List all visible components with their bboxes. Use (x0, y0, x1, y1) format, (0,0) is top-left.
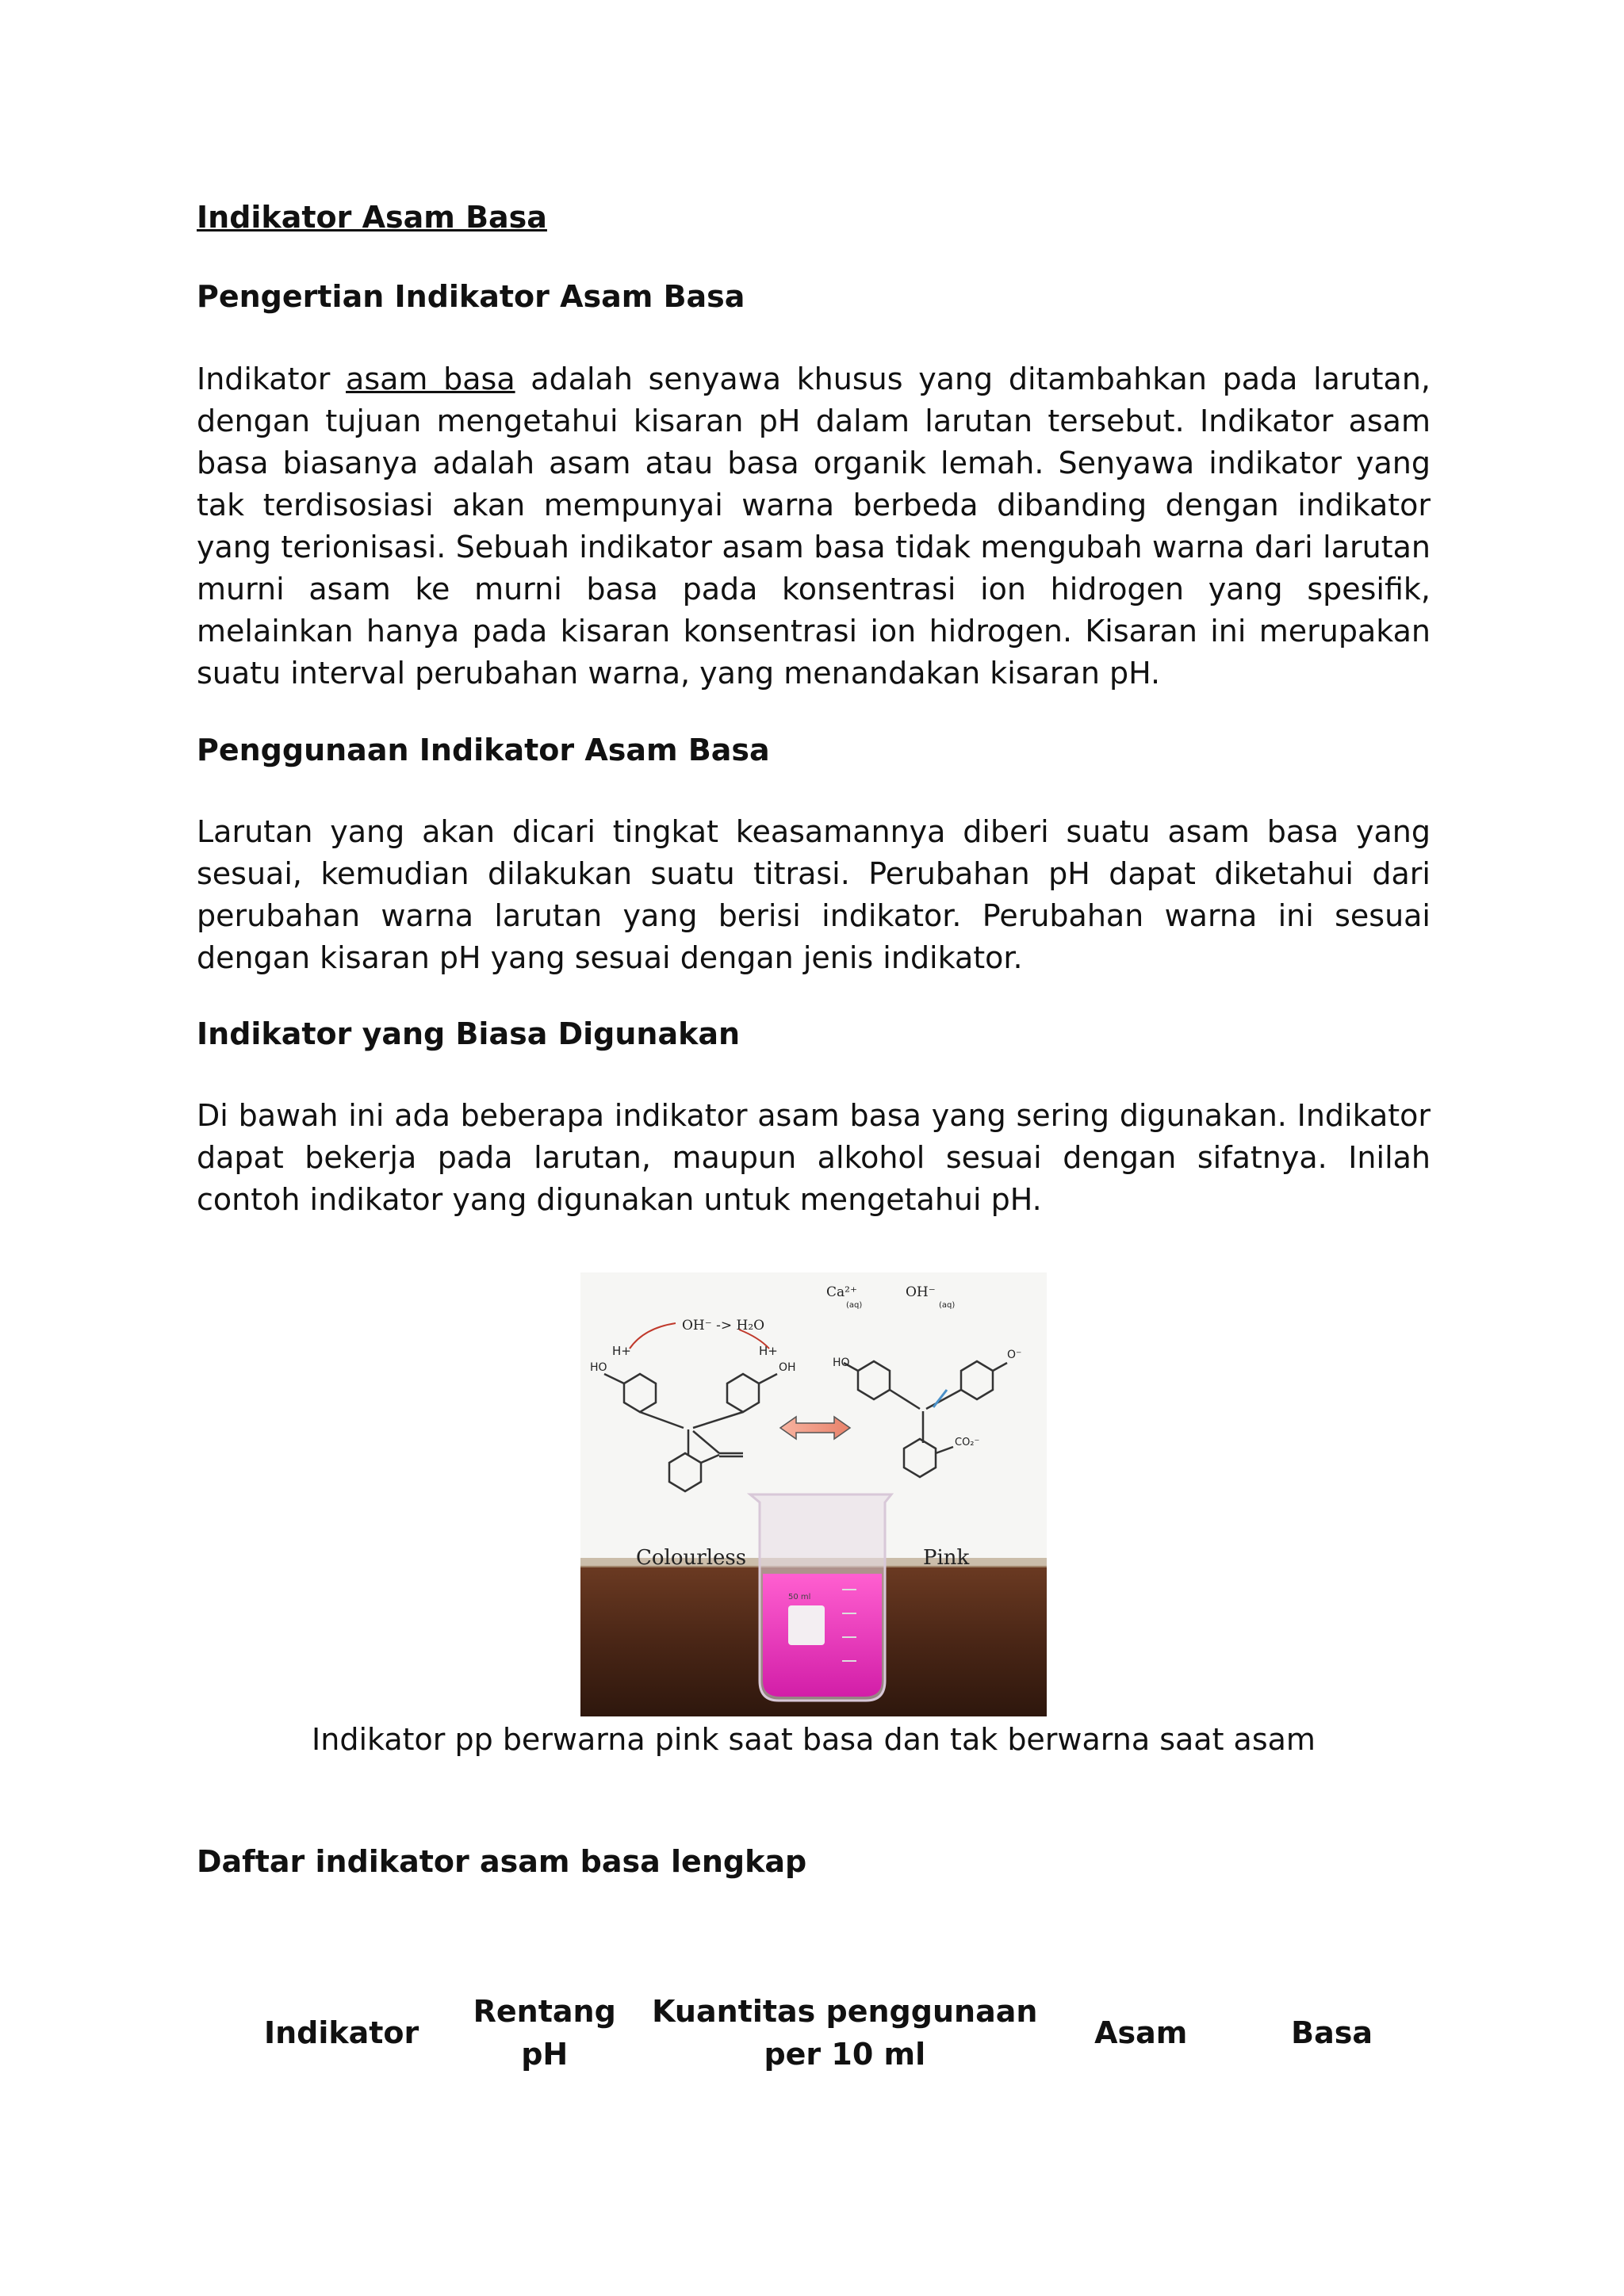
column-header-indikator: Indikator (263, 2015, 419, 2050)
oh-label: OH (779, 1361, 796, 1374)
asam-basa-link[interactable]: asam basa (346, 362, 515, 396)
paragraph-text: adalah senyawa khusus yang ditambahkan pada larutan, dengan tujuan mengetahui kisaran pH dalam larutan tersebut. Indikator asam basa biasanya adalah asam atau basa organik lemah. Senyawa indikator yang tak terdisosiasi akan mempunyai warna berbeda dibanding dengan indikator yang terionisasi. Sebuah indikator asam basa tidak mengubah warna dari larutan murni asam ke murni basa pada konsentrasi ion hidrogen yang spesifik, melainkan hanya pada kisaran konsentrasi ion hidrogen. Kisaran ini merupakan suatu interval perubahan warna, yang menandakan kisaran pH. (197, 362, 1431, 691)
indicator-table (238, 1990, 1427, 2076)
paragraph-pengertian (197, 358, 1431, 695)
paragraph-text: Indikator (197, 362, 347, 396)
column-header-kuantitas: Kuantitas penggunaan per 10 ml (652, 1994, 1038, 2072)
aq-label-2: (aq) (939, 1301, 956, 1310)
ion-reaction-label: OH⁻ -> H₂O (682, 1318, 765, 1334)
column-header-asam: Asam (1094, 2015, 1188, 2050)
document-title: Indikator Asam Basa (197, 200, 547, 235)
co2-label: CO₂⁻ (955, 1437, 980, 1448)
section-heading-penggunaan: Penggunaan Indikator Asam Basa (197, 733, 770, 767)
h-plus-left-label: H+ (612, 1344, 631, 1358)
colourless-label: Colourless (636, 1546, 747, 1570)
calcium-ion-label: Ca²⁺ (826, 1284, 857, 1300)
paragraph-indikator-biasa: Di bawah ini ada beberapa indikator asam basa yang sering digunakan. Indikator dapat bekerja pada larutan, maupun alkohol sesuai dengan sifatnya. Inilah contoh indikator yang digunakan untuk mengetahui pH. (197, 1098, 1431, 1217)
column-header-rentang-ph: Rentang pH (473, 1994, 616, 2072)
beaker-volume-label: 50 ml (788, 1593, 811, 1601)
figure-caption: Indikator pp berwarna pink saat basa dan tak berwarna saat asam (312, 1722, 1316, 1757)
section-heading-pengertian: Pengertian Indikator Asam Basa (197, 279, 745, 314)
section-heading-daftar: Daftar indikator asam basa lengkap (197, 1844, 807, 1879)
table-header-row (238, 1990, 1427, 2076)
ho-label: HO (590, 1361, 607, 1374)
beaker-label-patch (788, 1605, 825, 1645)
beaker (750, 1494, 891, 1701)
hydroxide-ion-label: OH⁻ (906, 1284, 936, 1300)
column-header-basa: Basa (1291, 2015, 1373, 2050)
aq-label: (aq) (846, 1301, 863, 1310)
o-label: HO (833, 1357, 850, 1369)
h-plus-right-label: H+ (759, 1344, 778, 1358)
section-heading-indikator-biasa: Indikator yang Biasa Digunakan (197, 1016, 741, 1051)
paragraph-penggunaan: Larutan yang akan dicari tingkat keasamannya diberi suatu asam basa yang sesuai, kemudian dilakukan suatu titrasi. Perubahan pH dapat diketahui dari perubahan warna larutan yang berisi indikator. Perubahan warna ini sesuai dengan kisaran pH yang sesuai dengan jenis indikator. (197, 814, 1431, 975)
phenolphthalein-figure (580, 1272, 1047, 1716)
o-minus-label: O⁻ (1007, 1349, 1022, 1361)
pink-label: Pink (923, 1546, 970, 1570)
